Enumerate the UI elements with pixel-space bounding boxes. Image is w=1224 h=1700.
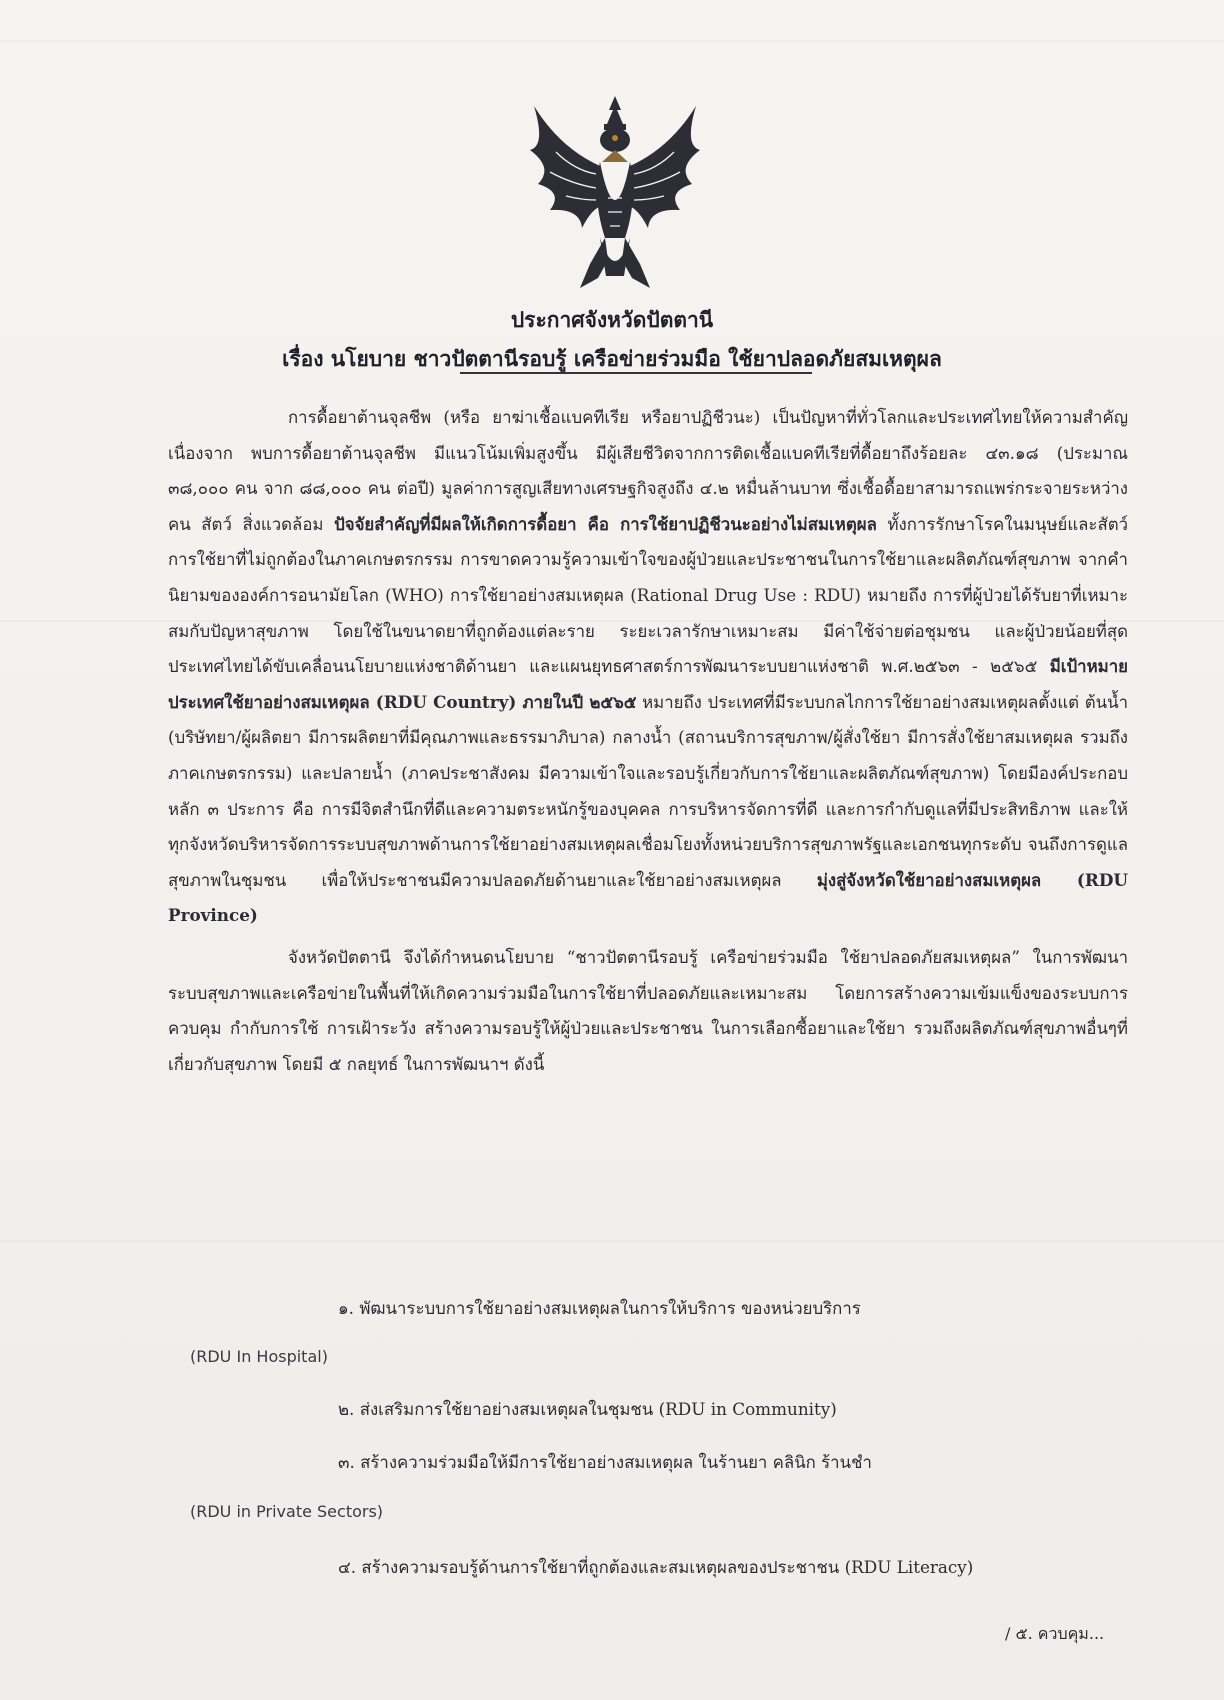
garuda-emblem-icon <box>520 88 710 298</box>
paragraph-1-text-a: การดื้อยาต้านจุลชีพ (หรือ ยาฆ่าเชื้อแบคทีเรีย หรือยาปฏิชีวนะ) เป็นปัญหาที่ทั่วโลกและประเทศไทยให้ความสำคัญ เนื่องจาก พบการดื้อยาต้านจุลชีพ มีแนวโน้มเพิ่มสูงขึ้น มีผู้เสียชีวิตจากการติดเชื้อแบคทีเรียที่ดื้อยาถึงร้อยละ ๔๓.๑๘ (ประมาณ ๓๘,๐๐๐ คน จาก ๘๘,๐๐๐ คน ต่อปี) มูลค่าการสูญเสียทางเศรษฐกิจสูงถึง ๔.๒ หมื่นล้านบาท ซึ่งเชื้อดื้อยาสามารถแพร่กระจายระหว่างคน สัตว์ สิ่งแวดล้อม <box>168 407 1128 534</box>
paragraph-1-text-c: หมายถึง ประเทศที่มีระบบกลไกการใช้ยาอย่างสมเหตุผลตั้งแต่ ต้นน้ำ (บริษัทยา/ผู้ผลิตยา มีการผลิตยาที่มีคุณภาพและธรรมาภิบาล) กลางน้ำ (สถานบริการสุขภาพ/ผู้สั่งใช้ยา มีการสั่งใช้ยาสมเหตุผล รวมถึงภาคเกษตรกรรม) และปลายน้ำ (ภาคประชาสังคม มีความเข้าใจและรอบรู้เกี่ยวกับการใช้ยาและผลิตภัณฑ์สุขภาพ) โดยมีองค์ประกอบหลัก ๓ ประการ คือ การมีจิตสำนึกที่ดีและความตระหนักรู้ของบุคคล การบริหารจัดการที่ดี และการกำกับดูแลที่มีประสิทธิภาพ และให้ทุกจังหวัดบริหารจัดการระบบสุขภาพด้านการใช้ยาอย่างสมเหตุผลเชื่อมโยงทั้งหน่วยบริการสุขภาพรัฐและเอกชนทุกระดับ จนถึงการดูแลสุขภาพในชุมชน เพื่อให้ประชาชนมีความปลอดภัยด้านยาและใช้ยาอย่างสมเหตุผล <box>168 691 1128 890</box>
page-subject: เรื่อง นโยบาย ชาวปัตตานีรอบรู้ เครือข่ายร่วมมือ ใช้ยาปลอดภัยสมเหตุผล <box>282 346 942 371</box>
paragraph-1 <box>168 400 1128 934</box>
strategy-item-1: ๑. พัฒนาระบบการใช้ยาอย่างสมเหตุผลในการให้บริการ ของหน่วยบริการ <box>338 1298 861 1318</box>
page-title: ประกาศจังหวัดปัตตานี <box>510 307 714 332</box>
paragraph-1-text-b: ทั้งการรักษาโรคในมนุษย์และสัตว์ การใช้ยาที่ไม่ถูกต้องในภาคเกษตรกรรม การขาดความรู้ความเข้าใจของผู้ป่วยและประชาชนในการใช้ยาและผลิตภัณฑ์สุขภาพ จากคำนิยามขององค์การอนามัยโลก (WHO) การใช้ยาอย่างสมเหตุผล (Rational Drug Use : RDU) หมายถึง การที่ผู้ป่วยได้รับยาที่เหมาะสมกับปัญหาสุขภาพ โดยใช้ในขนาดยาที่ถูกต้องแต่ละราย ระยะเวลารักษาเหมาะสม มีค่าใช้จ่ายต่อชุมชน และผู้ป่วยน้อยที่สุด ประเทศไทยได้ขับเคลื่อนนโยบายแห่งชาติด้านยา และแผนยุทธศาสตร์การพัฒนาระบบยาแห่งชาติ พ.ศ.๒๕๖๓ - ๒๕๖๕ <box>168 513 1129 677</box>
strategy-item-4: ๔. สร้างความรอบรู้ด้านการใช้ยาที่ถูกต้องและสมเหตุผลของประชาชน (RDU Literacy) <box>338 1557 974 1577</box>
title-underline <box>460 372 812 374</box>
strategy-item-1-tag: (RDU In Hospital) <box>190 1347 328 1366</box>
paragraph-2: จังหวัดปัตตานี จึงได้กำหนดนโยบาย “ชาวปัตตานีรอบรู้ เครือข่ายร่วมมือ ใช้ยาปลอดภัยสมเหตุผล” ในการพัฒนาระบบสุขภาพและเครือข่ายในพื้นที่ให้เกิดความร่วมมือในการใช้ยาที่ปลอดภัยและเหมาะสม โดยการสร้างความเข้มแข็งของระบบการควบคุม กำกับการใช้ การเฝ้าระวัง สร้างความรอบรู้ให้ผู้ป่วยและประชาชน ในการเลือกซื้อยาและใช้ยา รวมถึงผลิตภัณฑ์สุขภาพอื่นๆที่เกี่ยวกับสุขภาพ โดยมี ๕ กลยุทธ์ ในการพัฒนาฯ ดังนี้ <box>168 946 1128 1074</box>
strategy-item-2: ๒. ส่งเสริมการใช้ยาอย่างสมเหตุผลในชุมชน (RDU in Community) <box>338 1399 837 1419</box>
paragraph-1-bold-b: มีเป้าหมาย ประเทศใช้ยาอย่างสมเหตุผล (RDU Country) ภายในปี ๒๕๖๕ <box>168 656 1128 712</box>
strategy-item-3-tag: (RDU in Private Sectors) <box>190 1502 384 1521</box>
strategy-item-3: ๓. สร้างความร่วมมือให้มีการใช้ยาอย่างสมเหตุผล ในร้านยา คลินิก ร้านชำ <box>338 1452 872 1472</box>
paragraph-1-bold-a: ปัจจัยสำคัญที่มีผลให้เกิดการดื้อยา คือ การใช้ยาปฏิชีวนะอย่างไม่สมเหตุผล <box>334 513 877 534</box>
continuation-marker: / ๕. ควบคุม... <box>1005 1624 1105 1643</box>
document-body <box>168 400 1128 1082</box>
paragraph-1-bold-c: มุ่งสู่จังหวัดใช้ยาอย่างสมเหตุผล (RDU Province) <box>168 869 1128 926</box>
